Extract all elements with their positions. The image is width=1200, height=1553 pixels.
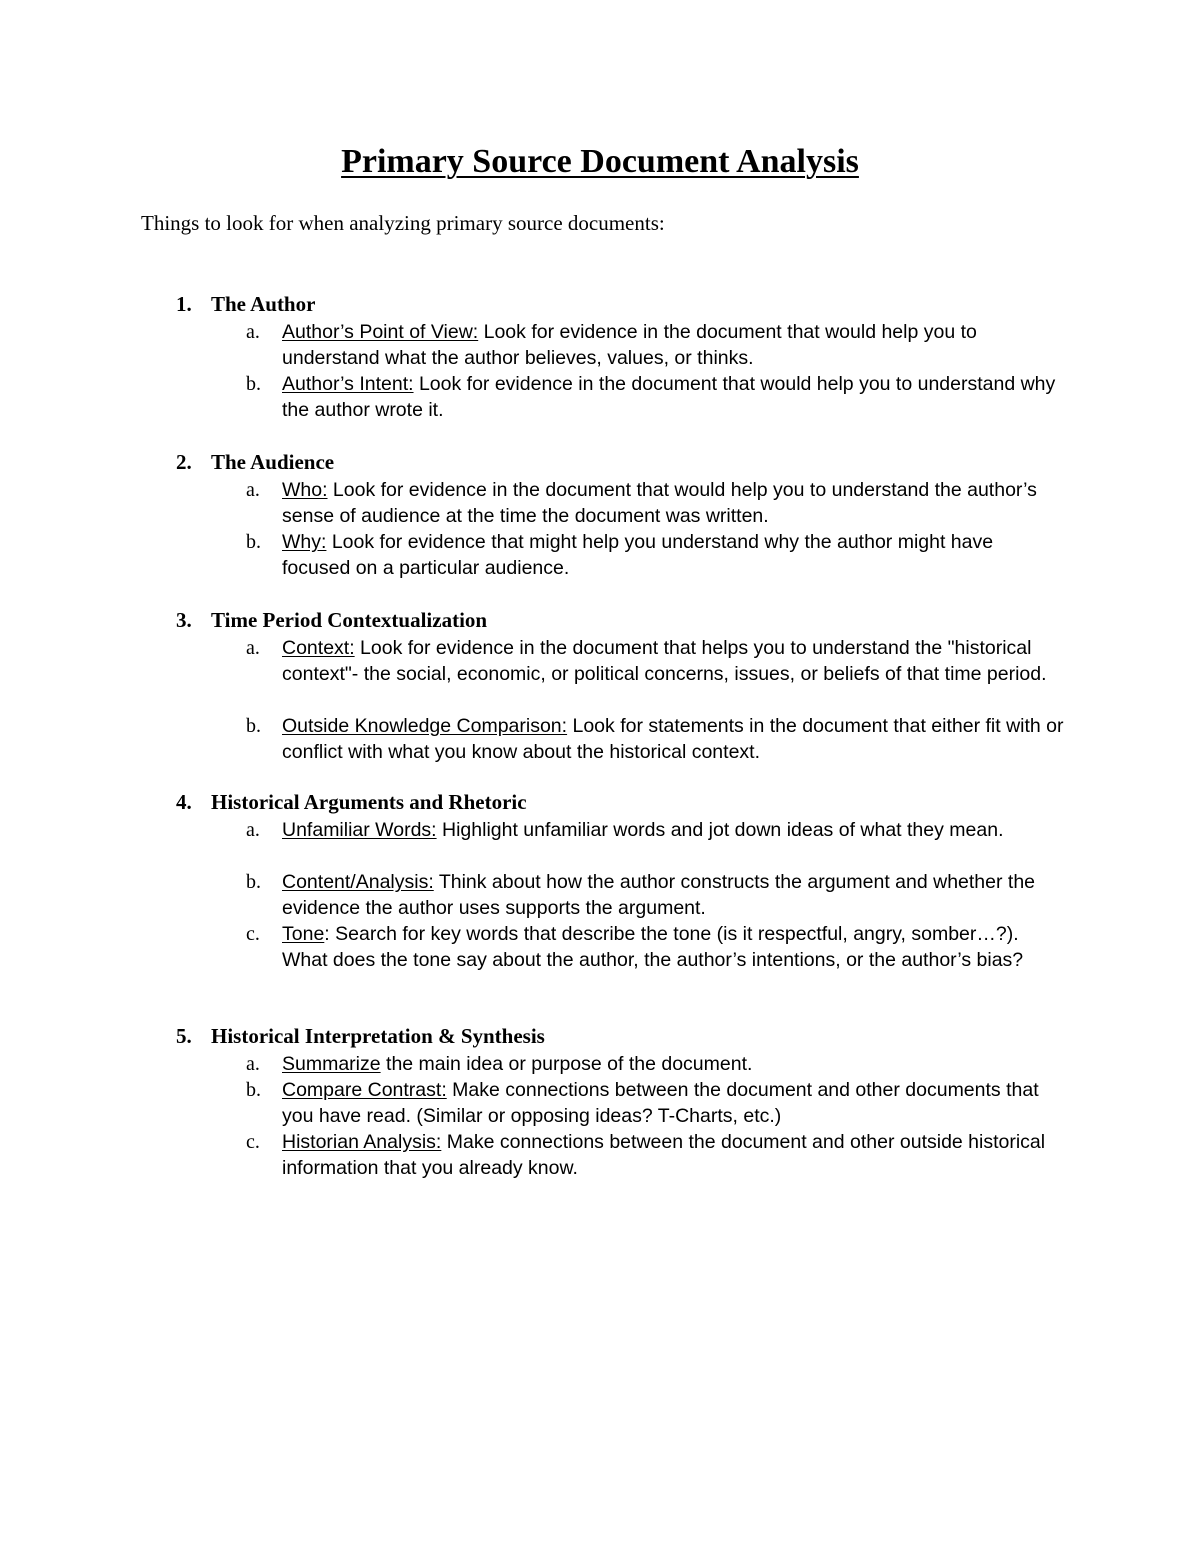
list-item [246,714,1066,765]
item-letter: a. [246,479,260,501]
item-term: Author’s Point of View: [282,321,479,343]
item-text: Look for evidence in the document that would help you to understand the author’s sense of audience at the time the document was written. [282,479,1037,527]
item-letter: a. [246,819,260,841]
list-item [246,372,1066,423]
list-item [246,1078,1066,1129]
section-heading-text: The Audience [211,450,335,474]
item-letter: b. [246,1079,261,1101]
list-item [246,922,1066,973]
item-term: Content/Analysis: [282,871,434,893]
item-term: Historian Analysis: [282,1131,442,1153]
intro-text: Things to look for when analyzing primary source documents: [141,211,665,235]
section-number: 4. [176,790,192,814]
item-text: Look for statements in the document that either fit with or conflict with what you know about the historical context. [282,715,1064,763]
item-term: Why: [282,531,327,553]
item-letter: c. [246,1131,260,1153]
item-letter: a. [246,637,260,659]
item-letter: a. [246,1053,260,1075]
item-text: Think about how the author constructs the argument and whether the evidence the author uses supports the argument. [282,871,1036,919]
item-text: Look for evidence in the document that would help you to understand why the author wrote it. [282,373,1056,421]
section-heading [176,788,527,816]
section-number: 5. [176,1024,192,1048]
section-heading [176,448,334,476]
list-item [246,478,1066,529]
item-letter: b. [246,531,261,553]
item-letter: b. [246,373,261,395]
item-text: Look for evidence in the document that would help you to understand what the author believes, values, or thinks. [282,321,977,369]
section-number: 1. [176,292,192,316]
list-item [246,1130,1066,1181]
item-text: : Search for key words that describe the tone (is it respectful, angry, somber…?). What does the tone say about the author, the author’s intentions, or the author’s bias? [282,923,1024,971]
section-heading [176,1022,545,1050]
item-term: Outside Knowledge Comparison: [282,715,568,737]
item-term: Author’s Intent: [282,373,414,395]
section-heading-text: Historical Arguments and Rhetoric [211,790,527,814]
item-letter: a. [246,321,260,343]
item-text: Highlight unfamiliar words and jot down ideas of what they mean. [436,819,1004,841]
item-letter: b. [246,715,261,737]
list-item [246,530,1066,581]
list-item [246,1052,1066,1078]
item-term: Tone [282,923,325,945]
section-number: 2. [176,450,192,474]
list-item [246,320,1066,371]
item-letter: c. [246,923,260,945]
item-text: Look for evidence in the document that helps you to understand the "historical context"- the social, economic, or political concerns, issues, or beliefs of that time period. [282,637,1047,685]
item-term: Compare Contrast: [282,1079,447,1101]
item-term: Who: [282,479,328,501]
item-term: Unfamiliar Words: [282,819,437,841]
item-text: Make connections between the document and other outside historical information that you already know. [282,1131,1046,1179]
list-item [246,870,1066,921]
section-heading-text: Historical Interpretation & Synthesis [211,1024,545,1048]
section-number: 3. [176,608,192,632]
section-heading [176,606,487,634]
item-text: the main idea or purpose of the document. [380,1053,753,1075]
page-title [0,140,1200,184]
list-item [246,818,1066,844]
item-text: Make connections between the document and other documents that you have read. (Similar or opposing ideas? T-Charts, etc.) [282,1079,1039,1127]
section-heading-text: The Author [211,292,316,316]
item-term: Context: [282,637,355,659]
section-heading [176,290,315,318]
page-title-text: Primary Source Document Analysis [341,143,859,180]
item-letter: b. [246,871,261,893]
item-term: Summarize [282,1053,381,1075]
section-heading-text: Time Period Contextualization [211,608,488,632]
list-item [246,636,1066,687]
item-text: Look for evidence that might help you understand why the author might have focused on a particular audience. [282,531,994,579]
